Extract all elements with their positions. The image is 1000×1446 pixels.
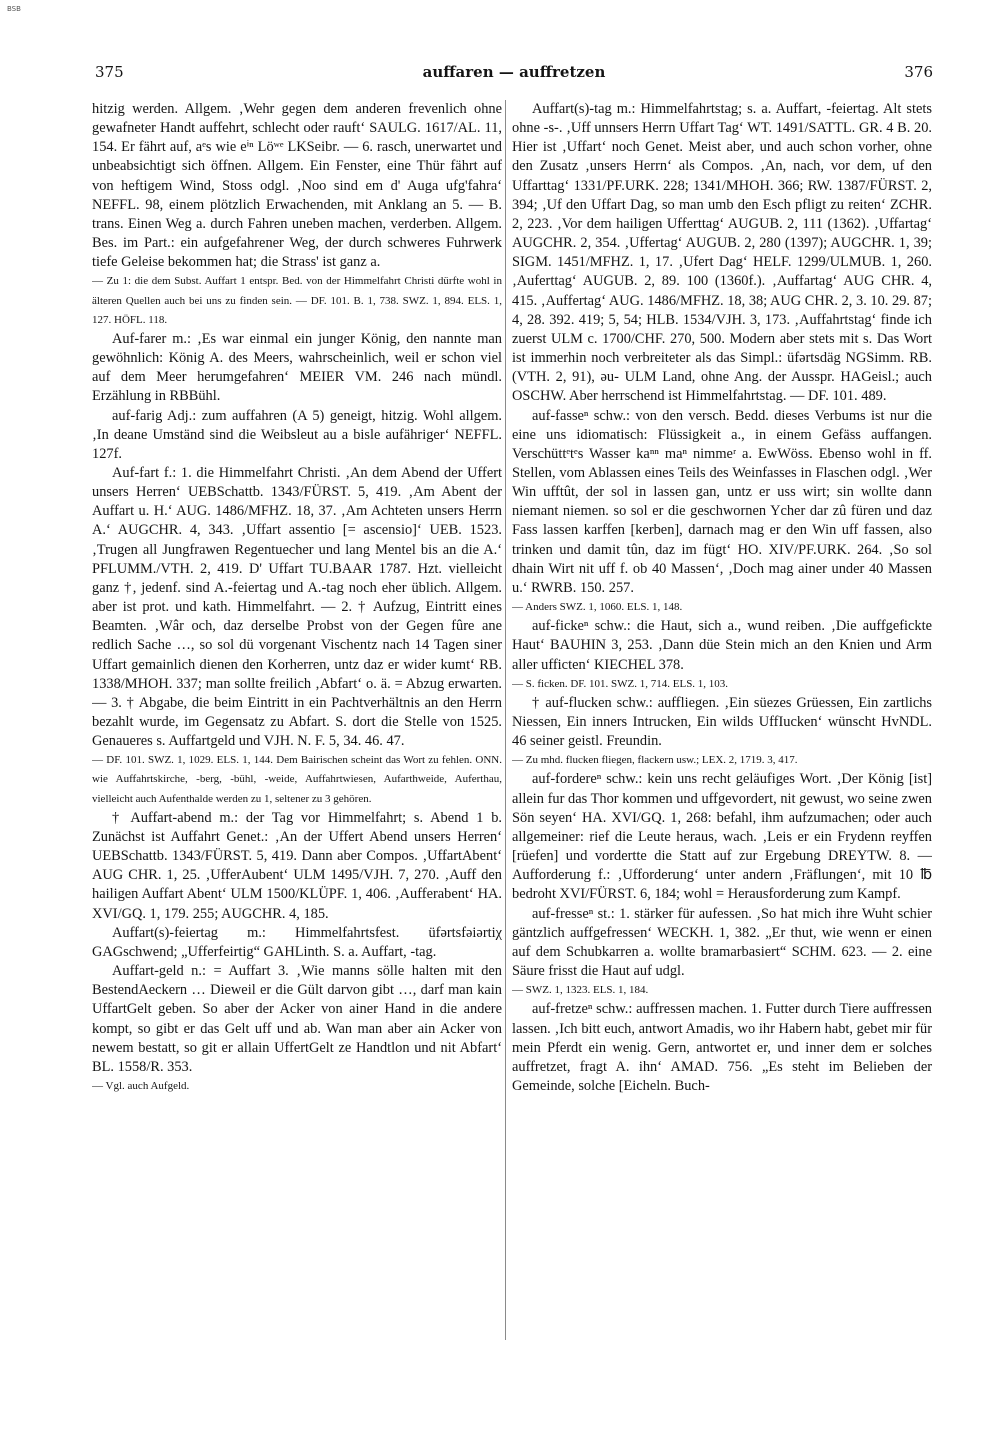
entry-auffart-geld: Auffart-geld n.: = Auffart 3. ‚Wie manns sölle halten mit den BestendAeckern … Dieweil er die Gült darvon gibt …, darf man kain UffartGelt geben. So aber der Acker von ainer Hand in die andere kompt, so gibt er das Gelt uff und ab. Wan man aber ain Acker von newem bestatt, so git er allain UffertGelt ze Handtlon und nit Abfart‘ BL. 1558/R. 353. — [92, 963, 502, 1075]
entry-auf-fart: Auf-fart f.: 1. die Himmelfahrt Christi. ‚An dem Abend der Uffert unsers Herren‘ UEBSchattb. 1343/FÜRST. 5, 419. ‚Am Abent der Auffart u. H.‘ AUG. 1486/MFHZ. 18, 37. ‚Am Achteten unsers Herrn A.‘ AUGCHR. 4, 343. ‚Uffart assentio [= ascensio]‘ UEB. 1523. ‚Trugen all Jungfrawen Regentuecher und lang Mentel bis an die A.‘ PFLUMM./VTH. 2, 419. D' Uffart TU.BAAR 1787. Hzt. vielleicht ganz †, jedenf. sind A.-feiertag und A.-tag noch eher üblich. Allgem. aber ist prot. und kath. Himmelfahrt. — 2. † Aufzug, Eintritt eines Beamten. ‚Wâr och, daz derselbe Probst von der Gegen fûre ane redlich Sache …, so sol dü vorgenant Vischentz nach 14 Tagen siner Uffart gemainlich dienen den Korherren, untz daz er wider kumt‘ RB. 1338/MHOH. 337; man sollte freilich ‚Abfart‘ o. ä. = Abzug erwarten. — 3. † Abgabe, die beim Eintritt in ein Pachtverhältnis an den Herrn bezahlt wurde, im Gegensatz zu Abfart. S. dort die Stelle von 1525. Genaueres s. Auffartgeld und VJH. N. F. 5, 34. 46. 47. — [92, 464, 502, 750]
etymology-note: — Zu mhd. flucken fliegen, flackern usw.; LEX. 2, 1719. 3, 417. — [512, 754, 798, 767]
etymology-note: — Zu 1: die dem Subst. Auffart 1 entspr. Bed. von der Himmelfahrt Christi dürfte wohl in älteren Quellen auch bei uns zu finden sein. — DF. 101. B. 1, 738. SWZ. 1, 894. ELS. 1, 127. HÖFL. 118. — [92, 275, 502, 326]
page-number-right: 376 — [904, 63, 933, 81]
etymology-note: — SWZ. 1, 1323. ELS. 1, 184. — [512, 984, 649, 997]
left-column — [92, 100, 502, 1340]
etymology-note: — DF. 101. SWZ. 1, 1029. ELS. 1, 144. Dem Bairischen scheint das Wort zu fehlen. ONN. wie Auffahrtskirche, -berg, -bühl, -weide, Auffahrtwiesen, Aufarthweide, Auferthau, vielleicht auch Aufenthalde werden zu 1, seltener zu 3 gehören. — [92, 754, 502, 805]
entry-continuation: hitzig werden. Allgem. ‚Wehr gegen dem anderen frevenlich ohne gewafneter Handt auffehrt, schlecht oder rauft‘ SAULG. 1617/AL. 11, 154. Er fährt auf, aᵉs wie eⁱⁿ Löʷᵉ LKSeibr. — 6. rasch, unerwartet und unbeabsichtigt sich öffnen. Allgem. Ein Fenster, eine Thür fährt auf von heftigem Wind, Stoss odgl. ‚Noo sind em d' Auga ufg'fahra‘ NEFFL. 98, einem plötzlich Erwachenden, mit Anklang an 5. — B. trans. Einen Weg a. durch Fahren uneben machen, verderben. Allgem. Bes. im Part.: ein aufgefahrener Weg, der durch schweres Fuhrwerk tiefe Geleise bekommen hat; die Strass' ist ganz a. — [92, 101, 502, 271]
headword-range: auffaren — auffretzen — [422, 63, 606, 81]
page-number-left: 375 — [95, 63, 124, 81]
entry-auf-flucken: † auf-flucken schw.: auffliegen. ‚Ein süezes Grüessen, Ein zartlichs Niessen, Ein inners Intrucken, Ein wilds UffIucken‘ wünscht HvNDL. 46 seiner geistl. Freundin. — [512, 694, 932, 750]
right-column — [512, 100, 932, 1340]
entry-auffart-abend: † Auffart-abend m.: der Tag vor Himmelfahrt; s. Abend 1 b. Zunächst ist Auffahrt Genet.: ‚An der Uffert Abend unsers Herren‘ UEBSchattb. 1343/FÜRST. 5, 419. Dann aber Compos. ‚UffartAbent‘ AUG CHR. 1, 25. ‚UfferAubent‘ ULM 1495/VJH. 7, 270. ‚Auff den hailigen Auffart Abent‘ ULM 1500/KLÜPF. 1, 406. ‚Aufferabent‘ HA. XVI/GQ. 1, 179. 255; AUGCHR. 4, 185. — [92, 809, 502, 922]
entry-auf-fretzen: auf-fretzeⁿ schw.: auffressen machen. 1. Futter durch Tiere auffressen lassen. ‚Ich bitt euch, antwort Amadis, wo ihr Habern habt, gebet mir für mein Pferdt ein wenig. Gern, antwortet er, und inner dem er solches auffretzet, fragt A. ihn‘ AMAD. 756. „Es steht im Belieben der Gemeinde, solche [Eicheln. Buch- — [512, 1001, 932, 1094]
column-divider — [505, 100, 506, 1340]
entry-auffart-tag: Auffart(s)-tag m.: Himmelfahrtstag; s. a. Auffart, -feiertag. Alt stets ohne -s-. ‚Uff unnsers Herrn Uffart Tag‘ WT. 1491/SATTL. GR. 4 B. 20. Hier ist ‚Uffart‘ noch Genet. Meist aber, und auch schon vorher, ohne den Zusatz ‚unsers Herrn‘ als Compos. ‚An, nach, vor dem, uf den Uffarttag‘ 1331/PF.URK. 228; 1341/MHOH. 366; RW. 1387/FÜRST. 2, 394; ‚Uf den Uffart Dag, so man umb den Esch pfligt zu reiten‘ ZCHR. 2, 223. ‚Vor dem hailigen Ufferttag‘ AUGUB. 2, 111 (1362). ‚Uffartag‘ AUGCHR. 2, 354. ‚Uffertag‘ AUGUB. 2, 280 (1397); AUGCHR. 1, 39; SIGM. 1451/MFHZ. 1, 17. ‚Ufert Dag‘ HELF. 1299/ULMUB. 1, 260. ‚Auferttag‘ AUGUB. 2, 89. 100 (1360f.). ‚Auffartag‘ AUG CHR. 4, 415. ‚Auffertag‘ AUG. 1486/MFHZ. 18, 38; AUG CHR. 2, 3. 10. 29. 87; 4, 28. 392. 419; 5, 54; HLB. 1534/VJH. 3, 173. ‚Auffahrtstag‘ finde ich zuerst ULM c. 1700/CHF. 270, 500. Modern aber stets mit s. Das Wort ist immerhin noch verbreiteter als das Simpl.: üfərtsdäg NGSimm. RB. (VTH. 2, 91), əu- ULM Land, ohne Ang. der Ausspr. HAGeisl.; auch OSCHW. Aber herrschend ist Himmelfahrtstag. — DF. 101. 489. — [512, 101, 932, 405]
entry-auf-fressen: auf-fresseⁿ st.: 1. stärker für aufessen. ‚So hat mich ihre Wuht schier gäntzlich auffgefressen‘ WECKH. 1, 382. „Er thut, wie wenn er einen auf dem Schubkarren a. wollte bramarbasiert“ SCHM. 623. — 2. eine Säure frisst die Haut auf udgl. — [512, 905, 932, 980]
etymology-note: — Anders SWZ. 1, 1060. ELS. 1, 148. — [512, 601, 683, 614]
entry-auf-fordern: auf-fordereⁿ schw.: kein uns recht geläufiges Wort. ‚Der König [ist] allein fur das Thor kommen und uffgevordert, nit gewust, wo seine zwen Sön seyen‘ HA. XVI/GQ. 1, 268: befahl, ihm aufzumachen; oder auch allgemeiner: rief die Leute heraus, wach. ‚Leis er ein Frydenn reyffen [rüefen] und vordertte die Statt auf zur Ergebung DREYTW. 8. — Aufforderung f.: ‚Ufforderung‘ unter andern ‚Fräflungen‘, mit 10 ℔ bedroht XVI/FÜRST. 6, 184; wohl = Herausforderung zum Kampf. — [512, 771, 932, 903]
running-header — [95, 63, 933, 85]
entry-auf-ficken: auf-fickeⁿ schw.: die Haut, sich a., wund reiben. ‚Die auffgefickte Haut‘ BAUHIN 3, 253. ‚Dann düe Stein mich an den Knien und Arm aller ufficten‘ KIECHEL 378. — [512, 618, 932, 673]
library-stamp: BSB — [7, 5, 21, 13]
entry-auffart-feiertag: Auffart(s)-feiertag m.: Himmelfahrtsfest. üfərtsfəiərtiχ GAGschwend; „Ufferfeirtig“ GAHLinth. S. a. Auffart, -tag. — [92, 924, 502, 960]
entry-auf-farig: auf-farig Adj.: zum auffahren (A 5) geneigt, hitzig. Wohl allgem. ‚In deane Umständ sind die Weibsleut au a bisle aufähriger‘ NEFFL. 127f. — [92, 407, 502, 462]
etymology-note: — Vgl. auch Aufgeld. — [92, 1079, 190, 1092]
entry-auf-farer: Auf-farer m.: ‚Es war einmal ein junger König, den nannte man gewöhnlich: König A. des Meers, wahrscheinlich, weil er schon viel auf dem Meer herumgefahren‘ MEIER VM. 246 nach mündl. Erzählung in RBBühl. — [92, 330, 502, 405]
etymology-note: — S. ficken. DF. 101. SWZ. 1, 714. ELS. 1, 103. — [512, 677, 729, 690]
entry-auf-fassen: auf-fasseⁿ schw.: von den versch. Bedd. dieses Verbums ist nur die eine uns idiomatisch: Flüssigkeit a., in einem Gefäss auffangen. Verschüttᵉtᵉs Wasser kaⁿⁿ maⁿ nimmeʳ a. EwWöss. Ebenso wohl in ff. Stellen, vom Ablassen eines Teils des Weinfasses in Flaschen odgl. ‚Wer Win ufftût, der sol in lassen gan, untz er uss wirt; sin wollte dann niemant niemen. so sol er die geschwornen Ycher dar zû füren und daz Fass lassen karffen [kerben], darnach mag er den Win uff fassen, also trinken und damit tûn, daz im fügt‘ HO. XIV/PF.URK. 264. ‚So sol dhain Wirt nit uff f. ob 40 Massen‘, ‚Doch mag ainer under 40 Massen u.‘ RWRB. 150. 257. — [512, 407, 932, 596]
